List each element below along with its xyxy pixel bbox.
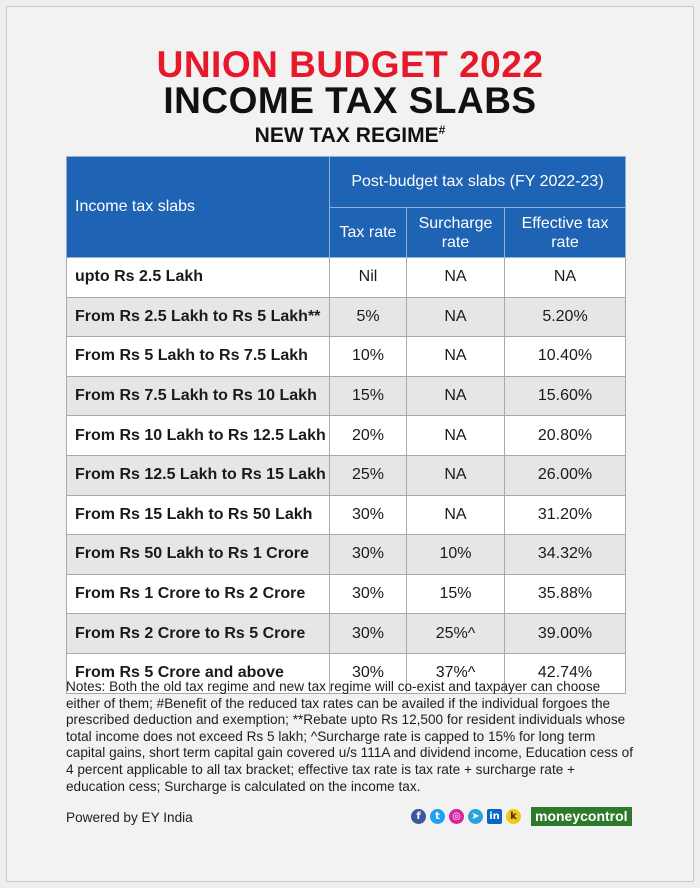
title-line1: UNION BUDGET 2022 <box>156 44 544 85</box>
header-effective-tax-rate: Effective tax rate <box>505 208 626 258</box>
cell-tax-rate: 5% <box>330 297 407 337</box>
cell-surcharge-rate: NA <box>407 376 505 416</box>
cell-slab: From Rs 12.5 Lakh to Rs 15 Lakh <box>67 455 330 495</box>
cell-slab: From Rs 7.5 Lakh to Rs 10 Lakh <box>67 376 330 416</box>
header-income-slabs: Income tax slabs <box>67 157 330 258</box>
cell-tax-rate: 15% <box>330 376 407 416</box>
header-surcharge-rate: Surcharge rate <box>407 208 505 258</box>
tax-slab-table <box>66 156 626 694</box>
social-icons <box>411 809 521 825</box>
table-row <box>67 495 626 535</box>
cell-slab: From Rs 1 Crore to Rs 2 Crore <box>67 574 330 614</box>
cell-effective-rate: 34.32% <box>505 535 626 575</box>
table-row <box>67 258 626 298</box>
table-row <box>67 337 626 377</box>
cell-slab: From Rs 5 Lakh to Rs 7.5 Lakh <box>67 337 330 377</box>
cell-slab: From Rs 10 Lakh to Rs 12.5 Lakh <box>67 416 330 456</box>
cell-tax-rate: 25% <box>330 455 407 495</box>
cell-tax-rate: 30% <box>330 614 407 654</box>
title-line2: INCOME TAX SLABS <box>163 80 537 121</box>
powered-by: Powered by EY India <box>66 810 193 825</box>
cell-tax-rate: 20% <box>330 416 407 456</box>
header-tax-rate: Tax rate <box>330 208 407 258</box>
cell-slab: From Rs 5 Crore and above <box>67 653 330 693</box>
cell-effective-rate: 31.20% <box>505 495 626 535</box>
cell-effective-rate: NA <box>505 258 626 298</box>
cell-tax-rate: Nil <box>330 258 407 298</box>
instagram-icon[interactable]: ◎ <box>449 809 464 824</box>
table-body <box>67 258 626 694</box>
cell-tax-rate: 30% <box>330 574 407 614</box>
subtitle-text: NEW TAX REGIME <box>254 124 439 147</box>
cell-surcharge-rate: 37%^ <box>407 653 505 693</box>
cell-effective-rate: 15.60% <box>505 376 626 416</box>
table-row <box>67 376 626 416</box>
table-row <box>67 455 626 495</box>
cell-tax-rate: 30% <box>330 535 407 575</box>
cell-effective-rate: 5.20% <box>505 297 626 337</box>
cell-slab: From Rs 2.5 Lakh to Rs 5 Lakh** <box>67 297 330 337</box>
cell-slab: From Rs 2 Crore to Rs 5 Crore <box>67 614 330 654</box>
cell-tax-rate: 10% <box>330 337 407 377</box>
footnotes: Notes: Both the old tax regime and new tax regime will co-exist and taxpayer can choose either of them; #Benefit of the reduced tax rates can be availed if the individual forgoes the prescribed deduction and exemption; **Rebate upto Rs 12,500 for resident individuals whose total income does not exceed Rs 5 lakh; ^Surcharge rate is capped to 15% for long term capital gains, short term capital gain covered u/s 111A and dividend income, Education cess of 4 percent applicable to all tax bracket; effective tax rate is tax rate + surcharge rate + education cess; Surcharge is calculated on the income tax. <box>66 679 633 794</box>
subtitle <box>0 123 700 148</box>
cell-slab: From Rs 50 Lakh to Rs 1 Crore <box>67 535 330 575</box>
cell-surcharge-rate: NA <box>407 337 505 377</box>
cell-surcharge-rate: NA <box>407 455 505 495</box>
cell-slab: upto Rs 2.5 Lakh <box>67 258 330 298</box>
cell-surcharge-rate: 15% <box>407 574 505 614</box>
moneycontrol-logo[interactable]: moneycontrol <box>531 807 632 826</box>
table-row <box>67 574 626 614</box>
koo-icon[interactable]: k <box>506 809 521 824</box>
cell-effective-rate: 10.40% <box>505 337 626 377</box>
cell-effective-rate: 42.74% <box>505 653 626 693</box>
table-row <box>67 297 626 337</box>
twitter-icon[interactable]: t <box>430 809 445 824</box>
cell-surcharge-rate: NA <box>407 495 505 535</box>
subtitle-mark: # <box>438 123 446 137</box>
cell-slab: From Rs 15 Lakh to Rs 50 Lakh <box>67 495 330 535</box>
cell-tax-rate: 30% <box>330 495 407 535</box>
cell-effective-rate: 20.80% <box>505 416 626 456</box>
cell-effective-rate: 35.88% <box>505 574 626 614</box>
cell-surcharge-rate: 10% <box>407 535 505 575</box>
table-row <box>67 614 626 654</box>
cell-surcharge-rate: 25%^ <box>407 614 505 654</box>
header-post-budget: Post-budget tax slabs (FY 2022-23) <box>330 157 626 208</box>
table-row <box>67 535 626 575</box>
facebook-icon[interactable]: f <box>411 809 426 824</box>
linkedin-icon[interactable]: in <box>487 809 502 824</box>
cell-surcharge-rate: NA <box>407 258 505 298</box>
cell-surcharge-rate: NA <box>407 416 505 456</box>
cell-tax-rate: 30% <box>330 653 407 693</box>
cell-effective-rate: 26.00% <box>505 455 626 495</box>
table-row <box>67 416 626 456</box>
cell-effective-rate: 39.00% <box>505 614 626 654</box>
telegram-icon[interactable]: ➤ <box>468 809 483 824</box>
cell-surcharge-rate: NA <box>407 297 505 337</box>
